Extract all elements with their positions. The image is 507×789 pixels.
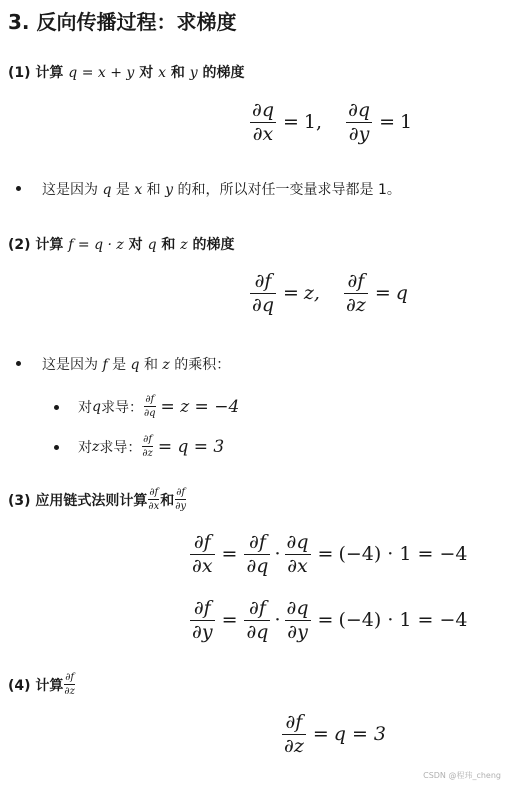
section-2-heading: (2) 计算 f = q · z 对 q 和 z 的梯度 bbox=[8, 237, 235, 253]
sub-bullet-2-expression: = q = 3 bbox=[157, 436, 225, 457]
section-1-heading bbox=[8, 62, 245, 82]
equation-1-result-1: 1, bbox=[303, 111, 323, 134]
bullet-1: 这是因为 q 是 x 和 y 的和，所以对任一变量求导都是 1。 bbox=[42, 182, 401, 198]
bullet-dot bbox=[16, 186, 21, 191]
equation-5: $\frac{\partial f}{\partial z}$ = q = 3 bbox=[284, 711, 387, 757]
section-1-var-2: y bbox=[189, 65, 198, 81]
fraction: $\frac{\partial q}{\partial x}$ bbox=[252, 99, 274, 145]
bullet-2: 这是因为 f 是 q 和 z 的乘积： bbox=[42, 357, 231, 373]
section-4-heading: (4) 计算 ∂f ∂z bbox=[8, 672, 75, 697]
equation-5-result: q = 3 bbox=[333, 723, 387, 746]
equation-4: $\frac{\partial f}{\partial y}$ = $\frac{\partial f}{\partial q}$ · $\frac{\partial q}{\partial y}$ = (−4) · 1 = −4 bbox=[192, 597, 468, 643]
equation-3: $\frac{\partial f}{\partial x}$ = $\frac{\partial f}{\partial q}$ · $\frac{\partial q}{\partial x}$ = (−4) · 1 = −4 bbox=[192, 531, 468, 577]
section-3-heading: (3) 应用链式法则计算 ∂f ∂x 和 ∂f ∂y bbox=[8, 487, 187, 512]
section-2-expression: f = q · z bbox=[68, 237, 124, 253]
fraction: $\frac{\partial f}{\partial q}$ bbox=[252, 270, 274, 316]
section-1-mid-2: 和 bbox=[165, 65, 190, 81]
sub-bullet-1-expression: = z = −4 bbox=[160, 396, 240, 417]
watermark: CSDN @程玮_cheng bbox=[423, 771, 501, 780]
equation-2-result-1: z, bbox=[303, 282, 320, 305]
section-1-var-1: x bbox=[158, 65, 166, 81]
page-title: 3. 反向传播过程：求梯度 bbox=[8, 10, 237, 34]
section-1-expression: q = x + y bbox=[68, 65, 135, 81]
fraction: $\frac{\partial f}{\partial z}$ bbox=[345, 270, 366, 316]
equation-1-result-2: 1 bbox=[399, 111, 413, 134]
bullet-dot bbox=[54, 445, 59, 450]
sub-bullet-2: 对 z 求导： ∂f ∂z = q = 3 bbox=[78, 434, 225, 459]
section-1-mid-1: 对 bbox=[134, 65, 159, 81]
fraction: $\frac{\partial q}{\partial y}$ bbox=[348, 99, 371, 145]
section-1-prefix: (1) 计算 bbox=[8, 65, 69, 81]
equation-2-result-2: q bbox=[395, 282, 408, 305]
equation-4-result: (−4) · 1 = −4 bbox=[338, 609, 468, 632]
section-1-suffix: 的梯度 bbox=[197, 65, 245, 81]
equation-2: $\frac{\partial f}{\partial q}$ = z, $\frac{\partial f}{\partial z}$ = q bbox=[252, 270, 408, 316]
equation-3-result: (−4) · 1 = −4 bbox=[338, 543, 468, 566]
sub-bullet-1: 对 q 求导： ∂f ∂q = z = −4 bbox=[78, 394, 240, 419]
bullet-dot bbox=[54, 405, 59, 410]
bullet-dot bbox=[16, 361, 21, 366]
equation-1: $\frac{\partial q}{\partial x}$ = 1, $\frac{\partial q}{\partial y}$ = 1 bbox=[252, 99, 413, 145]
